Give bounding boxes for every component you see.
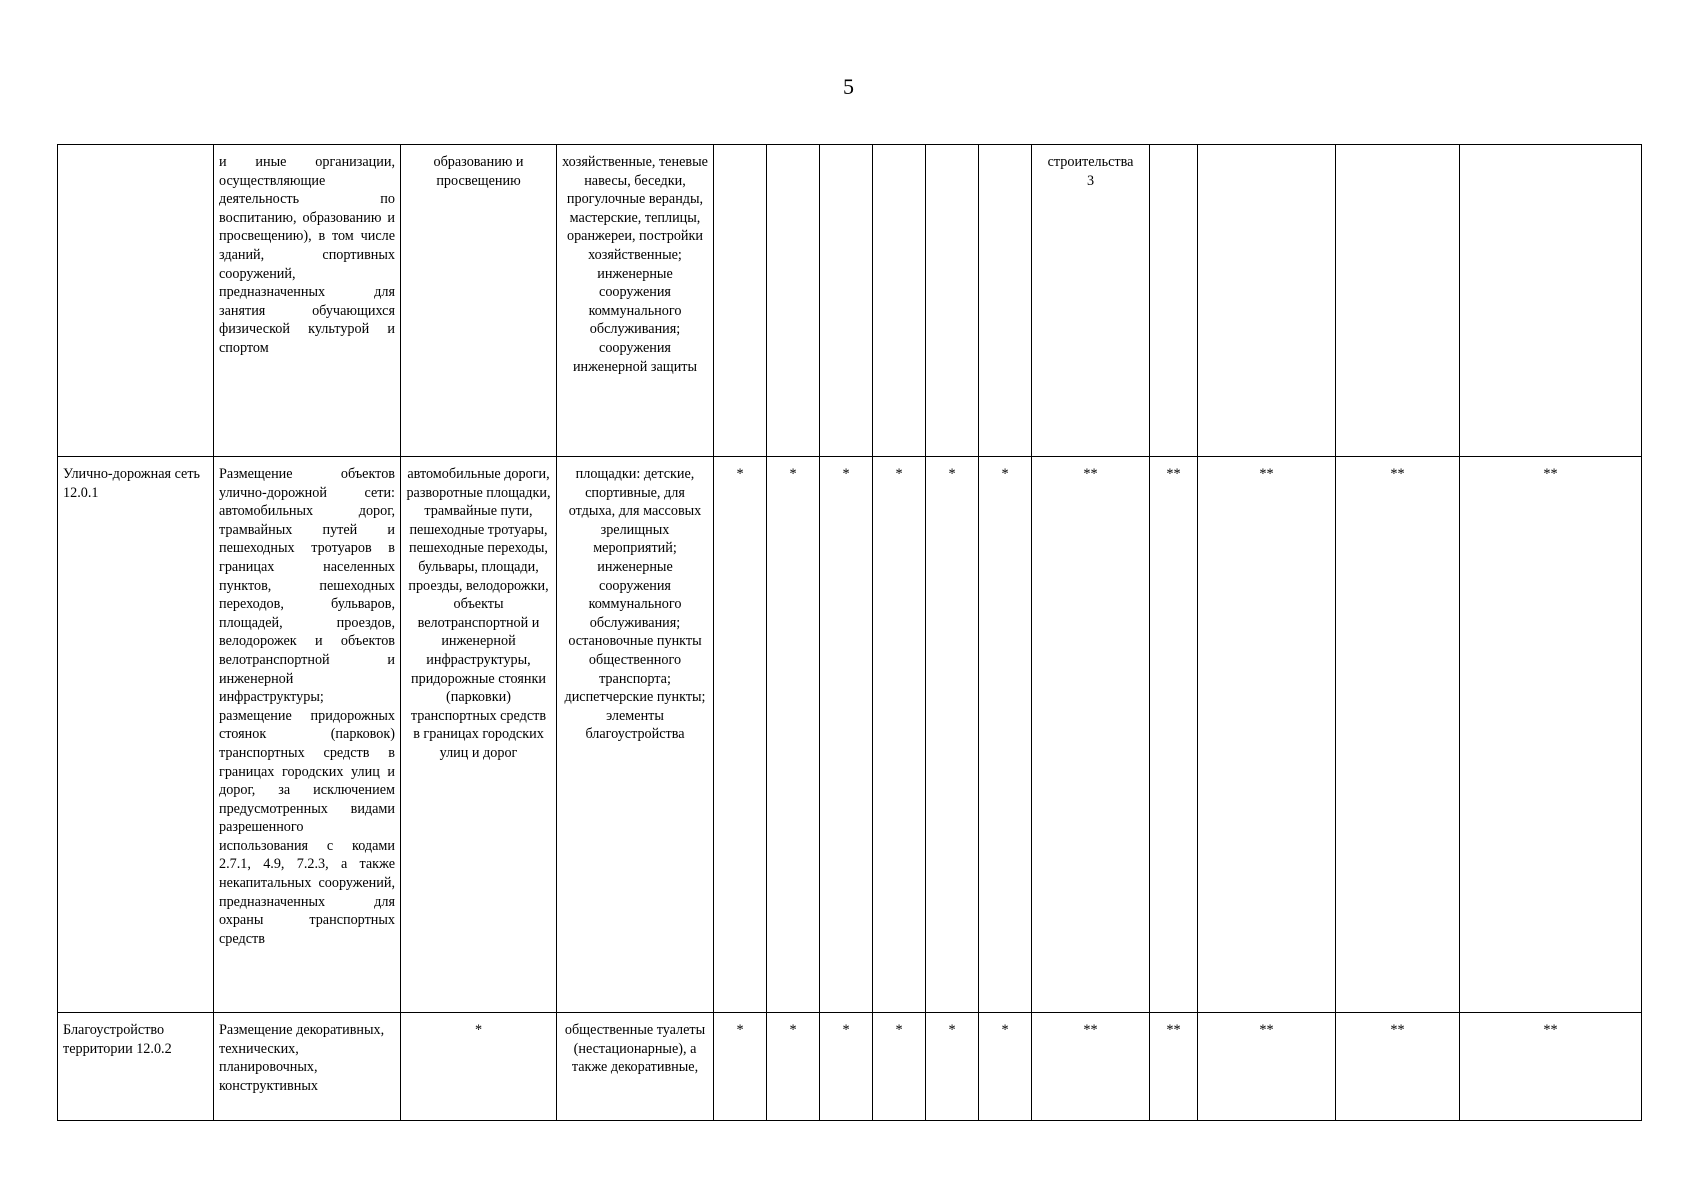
table-row xyxy=(58,457,1642,1013)
use-type-description: и иные организации, осуществляющие деятельность по воспитанию, образованию и просвещению), в том числе зданий, спортивных сооружений, предназначенных для занятия обучающихся физической культурой и спортом xyxy=(214,145,401,457)
param-cell: ** xyxy=(1460,457,1642,1013)
param-cell: * xyxy=(820,1013,873,1121)
auxiliary-objects: площадки: детские, спортивные, для отдыха, для массовых зрелищных мероприятий; инженерные сооружения коммунального обслуживания; остановочные пункты общественного транспорта; диспетчерские пункты; элементы благоустройства xyxy=(557,457,714,1013)
param-cell: ** xyxy=(1336,457,1460,1013)
table-row xyxy=(58,1013,1642,1121)
param-cell: * xyxy=(767,1013,820,1121)
page-number: 5 xyxy=(843,74,854,99)
main-objects: образованию и просвещению xyxy=(401,145,557,457)
use-type-name xyxy=(58,145,214,457)
use-type-name: Улично-дорожная сеть 12.0.1 xyxy=(58,457,214,1013)
main-objects: автомобильные дороги, разворотные площадки, трамвайные пути, пешеходные тротуары, пешеходные переходы, бульвары, площади, проезды, велодорожки, объекты велотранспортной и инженерной инфраструктуры, придорожные стоянки (парковки) транспортных средств в границах городских улиц и дорог xyxy=(401,457,557,1013)
param-cell xyxy=(1198,145,1336,457)
param-cell xyxy=(873,145,926,457)
auxiliary-objects: хозяйственные, теневые навесы, беседки, прогулочные веранды, мастерские, теплицы, оранжереи, постройки хозяйственные; инженерные сооружения коммунального обслуживания; сооружения инженерной защиты xyxy=(557,145,714,457)
use-type-name: Благоустройство территории 12.0.2 xyxy=(58,1013,214,1121)
param-cell: ** xyxy=(1150,457,1198,1013)
use-type-description: Размещение декоративных, технических, планировочных, конструктивных xyxy=(214,1013,401,1121)
param-cell: ** xyxy=(1198,1013,1336,1121)
param-cell: * xyxy=(714,457,767,1013)
construction-text: строительства xyxy=(1047,154,1134,170)
param-cell xyxy=(820,145,873,457)
construction-value: 3 xyxy=(1086,172,1095,189)
param-cell: ** xyxy=(1198,457,1336,1013)
param-cell xyxy=(926,145,979,457)
param-cell: * xyxy=(767,457,820,1013)
param-cell xyxy=(767,145,820,457)
param-cell xyxy=(1460,145,1642,457)
param-cell: * xyxy=(873,457,926,1013)
param-cell: ** xyxy=(1032,1013,1150,1121)
param-cell: ** xyxy=(1032,457,1150,1013)
param-cell: ** xyxy=(1336,1013,1460,1121)
param-cell xyxy=(1150,145,1198,457)
param-cell xyxy=(1336,145,1460,457)
param-cell: * xyxy=(820,457,873,1013)
table-row xyxy=(58,145,1642,457)
param-cell: ** xyxy=(1150,1013,1198,1121)
param-cell: * xyxy=(926,1013,979,1121)
param-cell xyxy=(979,145,1032,457)
main-objects: * xyxy=(401,1013,557,1121)
use-type-description: Размещение объектов улично-дорожной сети: автомобильных дорог, трамвайных путей и пешеходных тротуаров в границах населенных пунктов, пешеходных переходов, бульваров, площадей, проездов, велодорожек и объектов велотранспортной и инженерной инфраструктуры; размещение придорожных стоянок (парковок) транспортных средств в границах городских улиц и дорог, за исключением предусмотренных видами разрешенного использования с кодами 2.7.1, 4.9, 7.2.3, а также некапитальных сооружений, предназначенных для охраны транспортных средств xyxy=(214,457,401,1013)
land-use-table xyxy=(57,144,1642,1121)
param-cell: ** xyxy=(1460,1013,1642,1121)
param-cell: * xyxy=(714,1013,767,1121)
param-cell xyxy=(714,145,767,457)
param-cell: * xyxy=(873,1013,926,1121)
auxiliary-objects: общественные туалеты (нестационарные), а также декоративные, xyxy=(557,1013,714,1121)
param-cell: * xyxy=(979,1013,1032,1121)
param-cell: * xyxy=(979,457,1032,1013)
construction-param-cell xyxy=(1032,145,1150,457)
param-cell: * xyxy=(926,457,979,1013)
